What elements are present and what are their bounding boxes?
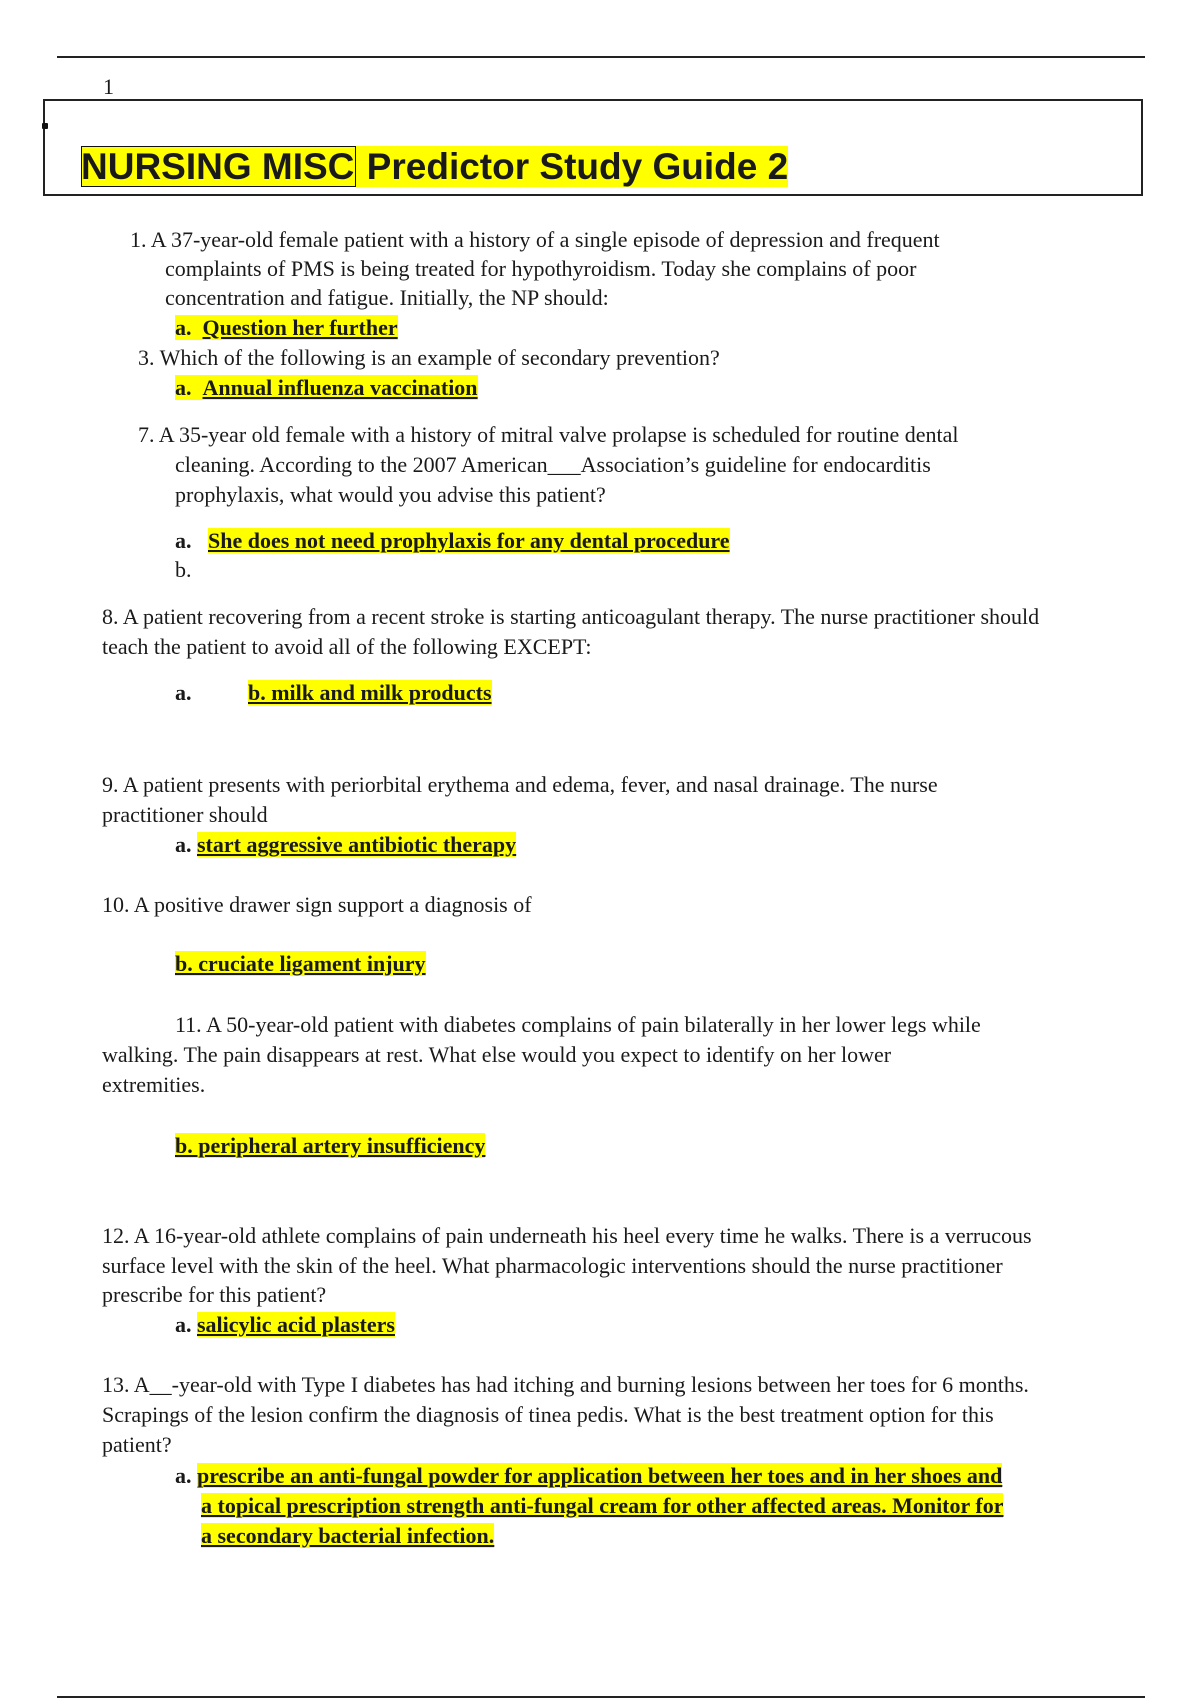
q9-line-2: practitioner should: [102, 802, 268, 827]
bullet-mark: [42, 123, 48, 129]
q11-line-1: 11. A 50-year-old patient with diabetes complains of pain bilaterally in her lower legs while: [175, 1012, 981, 1037]
q12-line-1: 12. A 16-year-old athlete complains of pain underneath his heel every time he walks. There is a verrucous: [102, 1223, 1032, 1248]
page-number: 1: [103, 74, 114, 99]
q12-answer: salicylic acid plasters: [197, 1312, 395, 1337]
q13-answer-row-1: [175, 1461, 1002, 1491]
q7-option-b: b.: [175, 557, 192, 582]
q7-line-3: prophylaxis, what would you advise this patient?: [175, 482, 606, 507]
q13-answer-line-3: a secondary bacterial infection.: [201, 1523, 495, 1548]
q12-line-3: prescribe for this patient?: [102, 1282, 327, 1307]
q7-answer: She does not need prophylaxis for any dental procedure: [208, 528, 730, 553]
q7-line-2: cleaning. According to the 2007 American___Association’s guideline for endocarditis: [175, 452, 931, 477]
q13-line-3: patient?: [102, 1432, 172, 1457]
q9-line-1: 9. A patient presents with periorbital erythema and edema, fever, and nasal drainage. The nurse: [102, 772, 938, 797]
title-part-2: Predictor Study Guide 2: [356, 146, 789, 187]
q1-line-1: 1. A 37-year-old female patient with a history of a single episode of depression and frequent: [130, 227, 940, 252]
q7-line-1: 7. A 35-year old female with a history of mitral valve prolapse is scheduled for routine dental: [138, 422, 959, 447]
q8-line-1: 8. A patient recovering from a recent stroke is starting anticoagulant therapy. The nurse practitioner should: [102, 604, 1040, 629]
q8-line-2: teach the patient to avoid all of the following EXCEPT:: [102, 634, 592, 659]
q10-text: 10. A positive drawer sign support a diagnosis of: [102, 892, 532, 917]
bottom-rule: [57, 1696, 1145, 1698]
q9-answer-label: a.: [175, 832, 197, 857]
q12-answer-row: [175, 1310, 395, 1340]
q13-answer-line-1: prescribe an anti-fungal powder for application between her toes and in her shoes and: [197, 1463, 1003, 1488]
q11-line-2: walking. The pain disappears at rest. What else would you expect to identify on her lower: [102, 1042, 892, 1067]
q9-answer: start aggressive antibiotic therapy: [197, 832, 517, 857]
q3-answer-label: a.: [175, 375, 192, 400]
q1-answer: Question her further: [202, 315, 398, 340]
q13-answer-label: a.: [175, 1463, 197, 1488]
q10-answer-row: [175, 949, 426, 979]
q10-answer: b. cruciate ligament injury: [175, 951, 426, 976]
q13-line-2: Scrapings of the lesion confirm the diagnosis of tinea pedis. What is the best treatment option for this: [102, 1402, 994, 1427]
q7-answer-row: [175, 526, 730, 556]
q3-answer: Annual influenza vaccination: [202, 375, 478, 400]
q13-answer-row-3: [201, 1521, 494, 1551]
title-box: [43, 99, 1143, 196]
q13-line-1: 13. A__-year-old with Type I diabetes has had itching and burning lesions between her toes for 6 months.: [102, 1372, 1029, 1397]
q11-line-3: extremities.: [102, 1072, 206, 1097]
q13-answer-line-2: a topical prescription strength anti-fungal cream for other affected areas. Monitor for: [201, 1493, 1004, 1518]
q1-line-2: complaints of PMS is being treated for hypothyroidism. Today she complains of poor: [165, 256, 917, 281]
q8-answer-label: a.: [175, 680, 192, 705]
q1-answer-row: [175, 313, 398, 343]
page-title: [81, 147, 788, 187]
q8-answer: b. milk and milk products: [248, 680, 492, 705]
q13-answer-row-2: [201, 1491, 1003, 1521]
q12-answer-label: a.: [175, 1312, 197, 1337]
q11-answer-row: [175, 1131, 485, 1161]
top-rule: [57, 56, 1145, 58]
q3-text: 3. Which of the following is an example of secondary prevention?: [138, 345, 720, 370]
title-part-1: NURSING MISC: [81, 146, 355, 187]
q1-answer-label: a.: [175, 315, 192, 340]
q1-line-3: concentration and fatigue. Initially, the NP should:: [165, 285, 609, 310]
q12-line-2: surface level with the skin of the heel. What pharmacologic interventions should the nurse practitioner: [102, 1253, 1003, 1278]
q9-answer-row: [175, 830, 516, 860]
q11-answer: b. peripheral artery insufficiency: [175, 1133, 486, 1158]
q3-answer-row: [175, 373, 478, 403]
q7-answer-label: a.: [175, 528, 192, 553]
